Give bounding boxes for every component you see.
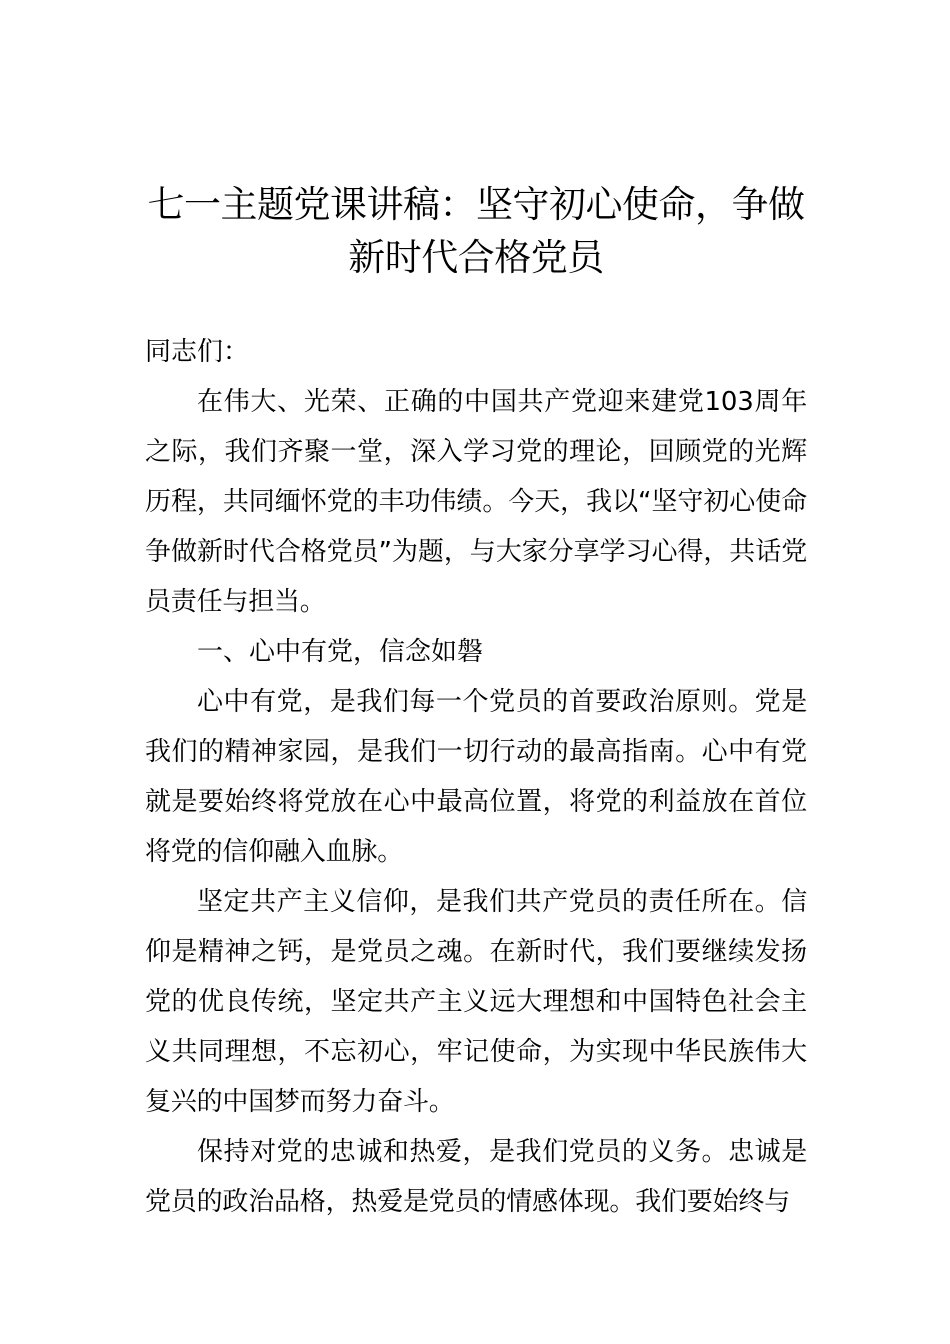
paragraph-intro: 在伟大、光荣、正确的中国共产党迎来建党103周年之际，我们齐聚一堂，深入学习党的理论，回顾党的光辉历程，共同缅怀党的丰功伟绩。今天，我以“坚守初心使命争做新时代合格党员”为题，与大家分享学习心得，共话党员责任与担当。 [145,387,807,617]
document-title: 七一主题党课讲稿：坚守初心使命，争做新时代合格党员 [147,183,805,279]
paragraph-1: 心中有党，是我们每一个党员的首要政治原则。党是我们的精神家园，是我们一切行动的最高指南。心中有党就是要始终将党放在心中最高位置，将党的利益放在首位将党的信仰融入血脉。 [145,687,807,867]
greeting: 同志们： [145,337,250,367]
paragraph-3: 保持对党的忠诚和热爱，是我们党员的义务。忠诚是党员的政治品格，热爱是党员的情感体现。我们要始终与 [145,1137,807,1217]
section-heading-1: 一、心中有党，信念如磐 [197,637,484,667]
paragraph-2: 坚定共产主义信仰，是我们共产党员的责任所在。信仰是精神之钙，是党员之魂。在新时代，我们要继续发扬党的优良传统，坚定共产主义远大理想和中国特色社会主义共同理想，不忘初心，牢记使命，为实现中华民族伟大复兴的中国梦而努力奋斗。 [145,887,807,1117]
document-body [145,327,807,1227]
